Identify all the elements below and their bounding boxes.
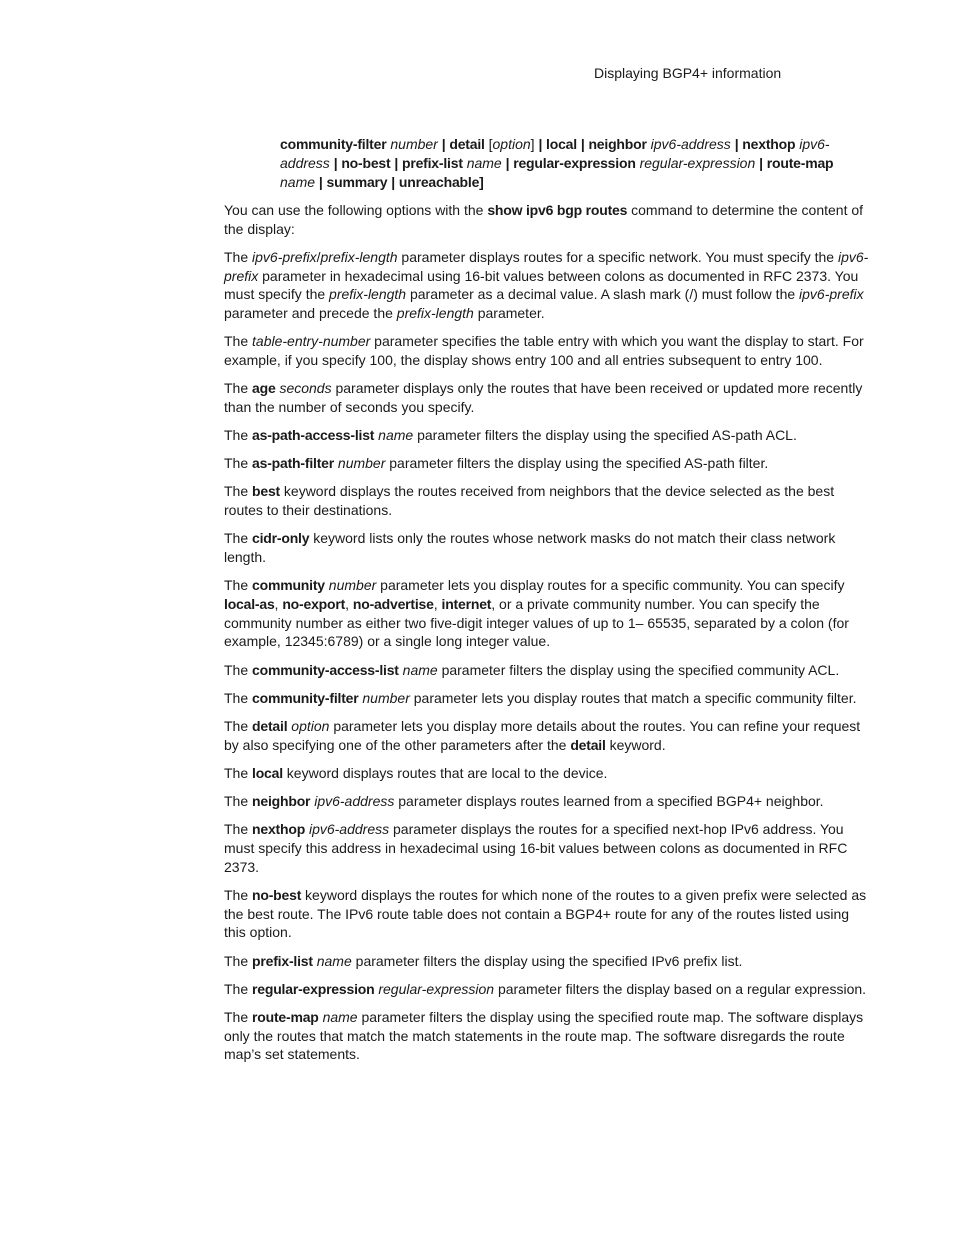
keyword: | xyxy=(734,136,739,152)
page-header: Displaying BGP4+ information xyxy=(594,65,782,81)
keyword: local-as xyxy=(224,595,275,612)
parameter-name: number xyxy=(328,577,377,594)
text-run: The xyxy=(224,952,253,969)
paragraph xyxy=(224,379,870,416)
text-run: keyword. xyxy=(605,736,666,753)
parameter-name: name xyxy=(466,155,502,171)
text-run: The xyxy=(224,764,253,781)
keyword: cidr-only xyxy=(252,530,310,547)
parameter-name: ipv6-address xyxy=(308,821,390,838)
parameter-name: option xyxy=(291,717,330,734)
text-run: [ xyxy=(484,136,493,152)
text-run: parameter displays routes learned from a specified BGP4+ neighbor. xyxy=(394,793,824,810)
keyword: neighbor xyxy=(588,136,647,152)
parameter-name: ipv6-address xyxy=(650,136,731,152)
text-run: keyword displays routes that are local to the device. xyxy=(282,764,608,781)
keyword: | xyxy=(580,136,585,152)
paragraph xyxy=(224,1008,870,1064)
text-run: parameter specifies the table entry with which you want the display to start. For example, if you specify 100, the display shows entry 100 and all entries subsequent to entry 100. xyxy=(224,333,864,368)
keyword: detail xyxy=(252,717,288,734)
text-run: The xyxy=(224,980,253,997)
parameter-name: seconds xyxy=(279,380,332,397)
keyword: regular-expression xyxy=(513,155,636,171)
text-run: keyword displays the routes for which none of the routes to a given prefix were selected as the best route. The IPv6 route table does not contain a BGP4+ route for any of the routes listed using this option. xyxy=(224,886,867,941)
paragraph xyxy=(224,820,870,876)
parameter-name: name xyxy=(402,661,438,678)
keyword: age xyxy=(252,380,276,397)
keyword: best xyxy=(252,483,281,500)
keyword: | xyxy=(759,155,763,171)
keyword: community-filter xyxy=(280,136,387,152)
keyword: as-path-filter xyxy=(252,455,335,472)
keyword: | xyxy=(505,155,510,171)
paragraph xyxy=(224,764,870,783)
keyword: neighbor xyxy=(252,793,311,810)
text-run: keyword displays the routes received from neighbors that the device selected as the best routes to their destinations. xyxy=(224,483,835,519)
parameter-name: number xyxy=(390,136,438,152)
keyword: unreachable] xyxy=(398,174,484,190)
parameter-name: ipv6-address xyxy=(280,136,830,171)
keyword: detail xyxy=(570,736,606,753)
text-run: command to determine the content of the display: xyxy=(224,202,864,237)
text-run: The xyxy=(224,1008,253,1025)
text-run: The xyxy=(224,717,253,734)
text-run: parameter lets you display routes that match a specific community filter. xyxy=(409,689,857,706)
text-run: , xyxy=(345,595,353,612)
keyword: community-filter xyxy=(252,689,359,706)
keyword: | xyxy=(318,174,323,190)
text-run: You can use the following options with the xyxy=(224,202,488,218)
keyword: route-map xyxy=(252,1008,319,1025)
text-run: parameter lets you display routes for a specific community. You can specify xyxy=(376,577,845,594)
parameter-name: prefix-length xyxy=(396,305,474,322)
paragraph xyxy=(224,482,870,519)
keyword: summary xyxy=(326,174,388,190)
text-run: , or a private community number. You can specify the community number as either two five-digit integer values of up to 1– 65535, separated by a colon (for example, 12345:6789) or a single long integer value. xyxy=(224,595,849,650)
parameter-name: prefix-length xyxy=(329,286,407,303)
parameter-name: regular-expression xyxy=(378,980,495,997)
keyword: | xyxy=(391,174,395,190)
paragraph xyxy=(224,454,870,473)
keyword: | xyxy=(394,155,399,171)
parameter-name: ipv6-prefix xyxy=(224,248,869,284)
text-run: The xyxy=(224,427,253,444)
text-run: The xyxy=(224,793,253,810)
keyword: as-path-access-list xyxy=(252,427,375,444)
keyword: prefix-list xyxy=(401,155,463,171)
paragraph xyxy=(224,717,870,754)
keyword: no-best xyxy=(252,886,302,903)
paragraph xyxy=(224,529,870,566)
paragraph xyxy=(224,952,870,971)
parameter-name: ipv6-prefix xyxy=(252,248,317,265)
keyword: regular-expression xyxy=(252,980,375,997)
keyword: no-advertise xyxy=(352,595,434,612)
paragraph xyxy=(224,576,870,651)
text-run: parameter filters the display using the specified route map. The software displays only the routes that match the match statements in the route map. The software disregards the route map’s set statements. xyxy=(224,1008,864,1063)
keyword: local xyxy=(252,764,283,781)
keyword: show ipv6 bgp routes xyxy=(487,202,628,218)
text-run: The xyxy=(224,661,253,678)
text-run: keyword lists only the routes whose network masks do not match their class network length. xyxy=(224,530,836,566)
keyword: nexthop xyxy=(742,136,796,152)
text-run: The xyxy=(224,455,253,472)
keyword: detail xyxy=(449,136,485,152)
parameter-name: prefix-length xyxy=(320,248,398,265)
keyword: no-best xyxy=(341,155,391,171)
text-run: parameter filters the display using the specified community ACL. xyxy=(437,661,840,678)
text-run: parameter filters the display based on a regular expression. xyxy=(494,980,867,997)
parameter-name: number xyxy=(362,689,410,706)
keyword: community-access-list xyxy=(252,661,399,678)
text-run: parameter in hexadecimal using 16-bit values between colons as documented in RFC 2373. You must specify the xyxy=(224,267,859,303)
keyword: | xyxy=(538,136,543,152)
text-run: The xyxy=(224,380,253,397)
document-body xyxy=(224,201,870,1074)
text-run: , xyxy=(433,595,442,612)
text-run: The xyxy=(224,821,253,838)
parameter-name: table-entry-number xyxy=(252,333,371,350)
parameter-name: regular-expression xyxy=(639,155,756,171)
keyword: route-map xyxy=(766,155,834,171)
keyword: nexthop xyxy=(252,821,306,838)
text-run: parameter filters the display using the specified AS-path ACL. xyxy=(413,427,797,444)
keyword: | xyxy=(441,136,446,152)
text-run: parameter displays the routes for a specified next-hop IPv6 address. You must specify this address in hexadecimal using 16-bit values between colons as documented in RFC 2373. xyxy=(224,821,848,875)
text-run: parameter displays only the routes that have been received or updated more recently than the number of seconds you specify. xyxy=(224,380,863,415)
text-run: The xyxy=(224,886,253,903)
keyword: | xyxy=(333,155,338,171)
text-run: The xyxy=(224,689,253,706)
keyword: prefix-list xyxy=(252,952,313,969)
paragraph xyxy=(224,661,870,680)
text-run: parameter as a decimal value. A slash mark (/) must follow the xyxy=(406,286,800,303)
parameter-name: ipv6-address xyxy=(314,793,395,810)
parameter-name: ipv6-prefix xyxy=(799,286,864,303)
paragraph xyxy=(224,332,870,369)
keyword: local xyxy=(546,136,577,152)
text-run: parameter lets you display more details about the routes. You can refine your request by also specifying one of the other parameters after the xyxy=(224,717,861,753)
text-run: parameter and precede the xyxy=(224,305,397,322)
text-run: ] xyxy=(530,136,539,152)
text-run: The xyxy=(224,333,253,350)
command-syntax xyxy=(280,135,850,192)
paragraph xyxy=(224,248,870,323)
text-run: parameter displays routes for a specific network. You must specify the xyxy=(397,248,838,265)
keyword: community xyxy=(252,577,325,594)
paragraph xyxy=(224,980,870,999)
text-run: The xyxy=(224,483,253,500)
parameter-name: name xyxy=(316,952,352,969)
keyword: no-export xyxy=(282,595,346,612)
text-run: The xyxy=(224,248,253,265)
paragraph xyxy=(224,689,870,708)
parameter-name: option xyxy=(492,136,531,152)
text-run: parameter filters the display using the specified IPv6 prefix list. xyxy=(351,952,743,969)
parameter-name: number xyxy=(337,455,386,472)
paragraph xyxy=(224,792,870,811)
text-run: The xyxy=(224,577,253,594)
paragraph xyxy=(224,201,870,238)
text-run: parameter. xyxy=(473,305,545,322)
parameter-name: name xyxy=(378,427,414,444)
paragraph xyxy=(224,426,870,445)
text-run: parameter filters the display using the specified AS-path filter. xyxy=(385,455,769,472)
paragraph xyxy=(224,886,870,942)
parameter-name: name xyxy=(322,1008,358,1025)
keyword: internet xyxy=(441,595,492,612)
text-run: The xyxy=(224,530,253,547)
text-run: / xyxy=(316,248,321,265)
text-run: , xyxy=(274,595,283,612)
parameter-name: name xyxy=(280,174,316,190)
